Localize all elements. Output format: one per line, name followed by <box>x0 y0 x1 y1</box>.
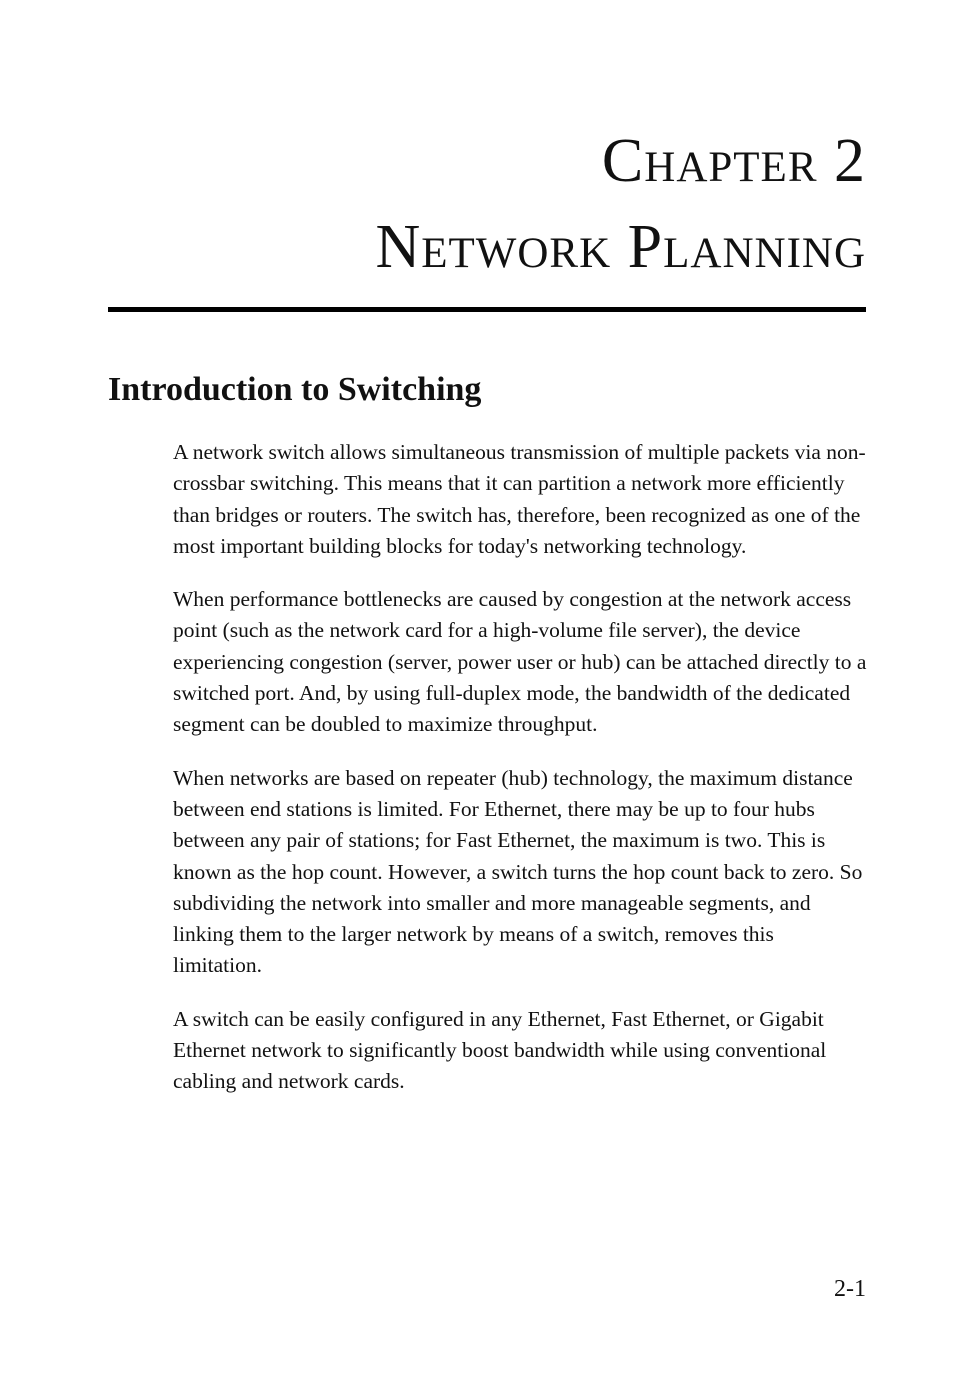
paragraph: When networks are based on repeater (hub) technology, the maximum distance between end stations is limited. For Ethernet, there may be up to four hubs between any pair of stations; for Fast Ethernet, the maximum is two. This is known as the hop count. However, a switch turns the hop count back to zero. So subdividing the network into smaller and more manageable segments, and linking them to the larger network by means of a switch, removes this limitation. <box>173 765 863 978</box>
chapter-title <box>375 118 866 290</box>
paragraph: A switch can be easily configured in any Ethernet, Fast Ethernet, or Gigabit Ethernet network to significantly boost bandwidth while using conventional cabling and network cards. <box>173 1006 827 1094</box>
paragraph: When performance bottlenecks are caused by congestion at the network access point (such as the network card for a high-volume file server), the device experiencing congestion (server, power user or hub) can be attached directly to a switched port. And, by using full-duplex mode, the bandwidth of the dedicated segment can be doubled to maximize throughput. <box>173 587 867 737</box>
chapter-name: Network Planning <box>375 213 866 281</box>
chapter-divider <box>108 307 866 312</box>
section-heading: Introduction to Switching <box>108 371 482 408</box>
page-number: 2-1 <box>834 1276 866 1302</box>
chapter-number: Chapter 2 <box>601 127 866 195</box>
paragraph: A network switch allows simultaneous transmission of multiple packets via non-crossbar switching. This means that it can partition a network more efficiently than bridges or routers. The switch has, therefore, been recognized as one of the most important building blocks for today's networking technology. <box>173 440 866 558</box>
section-body <box>173 437 867 1120</box>
